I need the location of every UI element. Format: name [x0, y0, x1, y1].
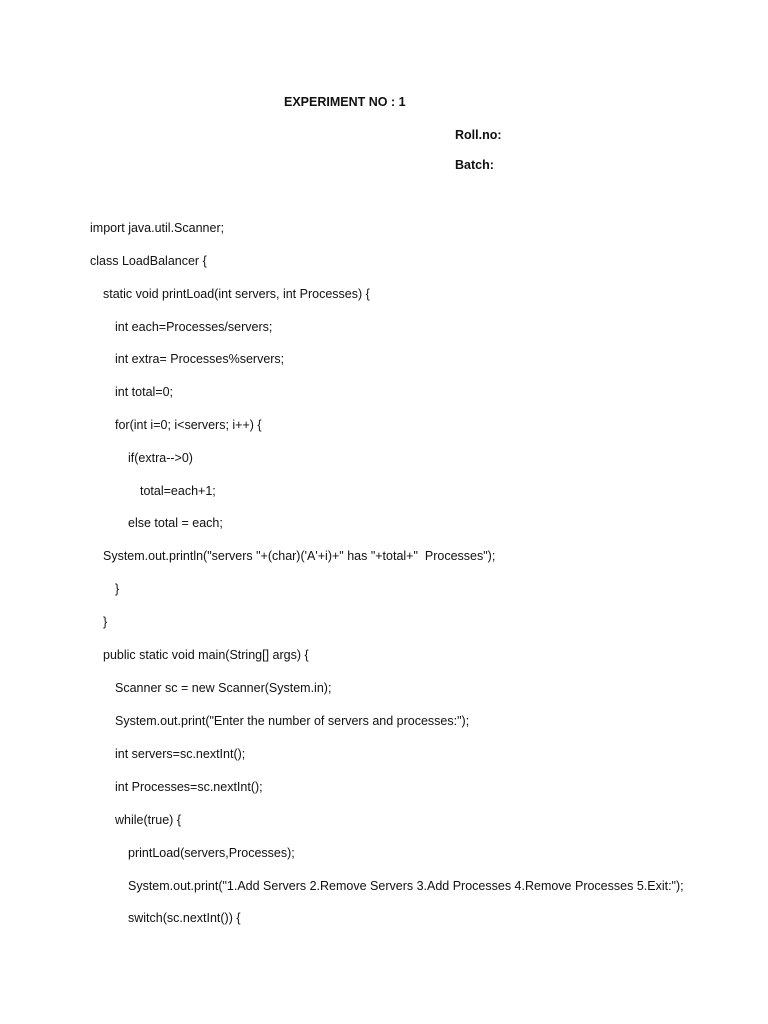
code-line: int Processes=sc.nextInt();	[115, 780, 263, 794]
code-line: }	[103, 615, 108, 629]
code-line: total=each+1;	[140, 484, 216, 498]
code-line: public static void main(String[] args) {	[103, 648, 309, 662]
code-line: Scanner sc = new Scanner(System.in);	[115, 681, 332, 695]
experiment-title: EXPERIMENT NO : 1	[284, 95, 406, 109]
batch-label: Batch:	[455, 158, 494, 172]
code-line: for(int i=0; i<servers; i++) {	[115, 418, 262, 432]
code-line: while(true) {	[115, 813, 181, 827]
code-line: switch(sc.nextInt()) {	[128, 911, 241, 925]
code-line: class LoadBalancer {	[90, 254, 207, 268]
code-line: static void printLoad(int servers, int Processes) {	[103, 287, 370, 301]
code-line: import java.util.Scanner;	[90, 221, 225, 235]
code-line: if(extra-->0)	[128, 451, 193, 465]
roll-number-label: Roll.no:	[455, 128, 502, 142]
code-line: System.out.println("servers "+(char)('A'+i)+" has "+total+" Processes");	[103, 549, 496, 563]
code-line: System.out.print("Enter the number of servers and processes:");	[115, 714, 470, 728]
code-line: System.out.print("1.Add Servers 2.Remove Servers 3.Add Processes 4.Remove Processes 5.Exit:");	[128, 879, 684, 893]
code-line: }	[115, 582, 120, 596]
code-line: int servers=sc.nextInt();	[115, 747, 246, 761]
code-line: else total = each;	[128, 516, 223, 530]
code-line: int each=Processes/servers;	[115, 320, 273, 334]
code-line: printLoad(servers,Processes);	[128, 846, 295, 860]
code-line: int extra= Processes%servers;	[115, 352, 285, 366]
code-line: int total=0;	[115, 385, 174, 399]
